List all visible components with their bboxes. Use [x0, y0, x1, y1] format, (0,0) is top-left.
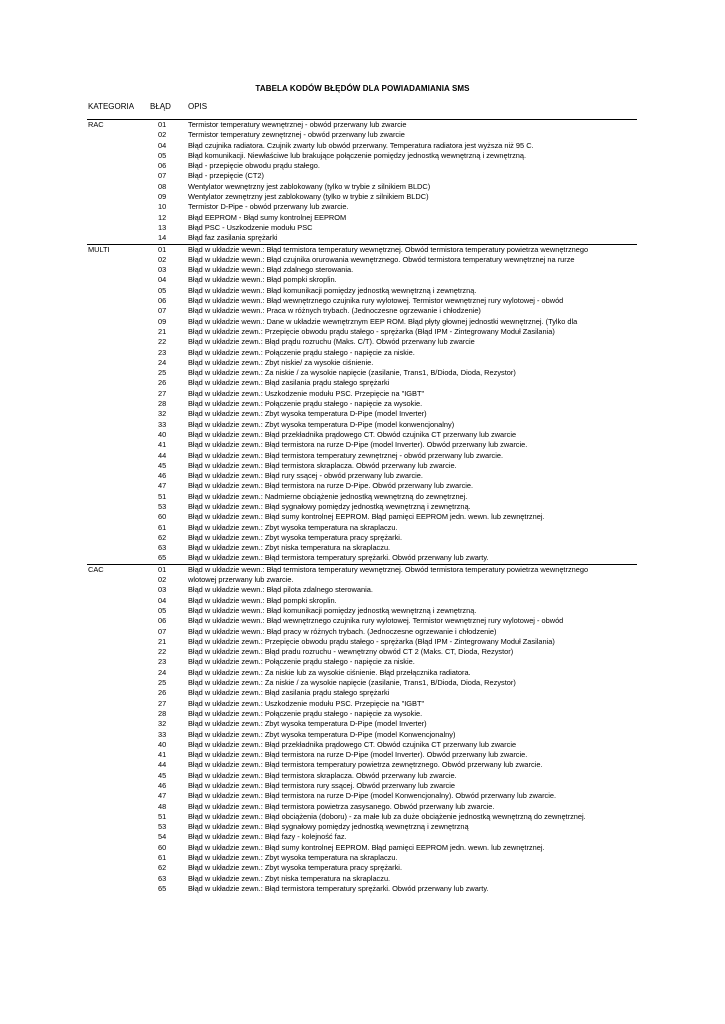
error-code: 46: [158, 471, 167, 481]
column-header-description: OPIS: [188, 102, 208, 111]
error-description: Błąd faz zasilania sprężarki: [188, 233, 278, 243]
error-description: wlotowej przerwany lub zwarcie.: [188, 575, 294, 585]
error-code: 51: [158, 491, 167, 501]
error-code: 33: [158, 419, 167, 429]
error-code: 40: [158, 739, 167, 749]
table-row: [87, 730, 637, 740]
table-row: [87, 213, 637, 223]
error-code: 24: [158, 357, 167, 367]
error-code: 06: [158, 616, 167, 626]
error-code: 28: [158, 399, 167, 409]
table-row: [87, 192, 637, 202]
table-header: [88, 102, 638, 116]
table-row: [87, 255, 637, 265]
table-row: [87, 378, 637, 388]
error-code: 01: [158, 564, 167, 574]
error-code: 12: [158, 212, 167, 222]
error-code: 26: [158, 378, 167, 388]
table-row: [87, 791, 637, 801]
error-description: Błąd w układzie zewn.: Błąd termistora na rurze D-Pipe (model Inverter). Obwód przerwany lub zwarcie.: [188, 750, 528, 760]
error-code: 04: [158, 595, 167, 605]
error-description: Błąd w układzie zewn.: Zbyt niskie/ za wysokie ciśnienie.: [188, 357, 374, 367]
table-row: [87, 265, 637, 275]
error-description: Błąd w układzie zewn.: Błąd obciążenia (doboru) - za małe lub za duże obciążenie jednostką wewnętrzną do zewnętrznej.: [188, 811, 586, 821]
error-description: Błąd w układzie zewn.: Błąd termistora skraplacza. Obwód przerwany lub zwarcie.: [188, 460, 457, 470]
table-row: [87, 606, 637, 616]
table-row: [87, 286, 637, 296]
error-description: Termistor temperatury zewnętrznej - obwód przerwany lub zwarcie: [188, 130, 405, 140]
error-code: 27: [158, 698, 167, 708]
error-description: Błąd w układzie wewn.: Błąd komunikacji pomiędzy jednostką wewnętrzną i zewnętrzną.: [188, 605, 477, 615]
error-description: Błąd w układzie wewn.: Błąd pilota zdalnego sterowania.: [188, 585, 373, 595]
error-description: Błąd w układzie zewn.: Zbyt wysoka temperatura D-Pipe (model Inverter): [188, 719, 427, 729]
table-row: [87, 802, 637, 812]
error-code: 05: [158, 605, 167, 615]
error-description: Błąd w układzie zewn.: Zbyt niska temperatura na skraplaczu.: [188, 543, 391, 553]
error-code: 53: [158, 822, 167, 832]
error-code: 07: [158, 306, 167, 316]
error-code: 44: [158, 450, 167, 460]
error-description: Błąd w układzie wewn.: Błąd czujnika orurowania wewnętrznego. Obwód termistora temperatury wewnętrznej na rurze: [188, 254, 575, 264]
error-code: 63: [158, 543, 167, 553]
error-description: Błąd w układzie zewn.: Błąd termistora rury ssącej. Obwód przerwany lub zwarcie: [188, 781, 455, 790]
table-row: [87, 853, 637, 863]
error-code: 26: [158, 688, 167, 698]
table-row: [87, 141, 637, 151]
table-row: [87, 553, 637, 563]
table-row: [87, 616, 637, 626]
error-code: 41: [158, 440, 167, 450]
error-description: Wentylator zewnętrzny jest zablokowany (tylko w trybie z silnikiem BLDC): [188, 192, 429, 202]
table-row: [87, 585, 637, 595]
error-code: 04: [158, 140, 167, 150]
table-row: [87, 575, 637, 585]
error-description: Błąd w układzie zewn.: Zbyt wysoka temperatura D-Pipe (model konwencjonalny): [188, 419, 455, 429]
error-description: Błąd w układzie zewn.: Przepięcie obwodu prądu stałego - sprężarka (Błąd IPM - Zintegrowany Moduł Zasilania): [188, 326, 555, 336]
table-row: [87, 543, 637, 553]
table-row: [87, 863, 637, 873]
error-code: 60: [158, 842, 167, 852]
error-code: 02: [158, 130, 167, 140]
error-code: 61: [158, 522, 167, 532]
error-description: Błąd w układzie wewn.: Błąd pracy w różnych trybach. (Jednoczesne ogrzewanie i chłodzenie): [188, 626, 497, 636]
table-row: [87, 533, 637, 543]
table-row: [87, 740, 637, 750]
error-description: Błąd w układzie zewn.: Błąd termistora na rurze D-Pipe (model Inverter). Obwód przerwany lub zwarcie.: [188, 440, 528, 450]
error-description: Błąd w układzie zewn.: Zbyt wysoka temperatura na skraplaczu.: [188, 853, 398, 863]
error-description: Błąd komunikacji. Niewłaściwe lub brakujące połączenie pomiędzy jednostką wewnętrzną i zewnętrzną.: [188, 150, 527, 160]
category-group: [87, 244, 637, 564]
table-row: [87, 233, 637, 243]
error-description: Błąd w układzie zewn.: Błąd prądu rozruchu (Maks. C/T). Obwód przerwany lub zwarcie: [188, 337, 475, 347]
table-row: [87, 678, 637, 688]
error-description: Błąd w układzie zewn.: Zbyt niska temperatura na skraplaczu.: [188, 873, 391, 883]
table-row: [87, 647, 637, 657]
error-description: Błąd w układzie zewn.: Błąd rury ssącej - obwód przerwany lub zwarcie.: [188, 471, 423, 481]
error-description: Termistor temperatury wewnętrznej - obwód przerwany lub zwarcie: [188, 120, 407, 129]
error-description: Błąd w układzie zewn.: Uszkodzenie modułu PSC. Przepięcie na "IGBT": [188, 388, 425, 398]
error-description: Błąd w układzie zewn.: Zbyt wysoka temperatura pracy sprężarki.: [188, 863, 403, 873]
table-row: [87, 317, 637, 327]
error-code: 06: [158, 161, 167, 171]
error-description: Termistor D-Pipe - obwód przerwany lub zwarcie.: [188, 202, 349, 212]
table-row: [87, 306, 637, 316]
error-code: 40: [158, 429, 167, 439]
error-code: 54: [158, 832, 167, 842]
error-description: Błąd w układzie zewn.: Błąd zasilania prądu stałego sprężarki: [188, 378, 390, 388]
error-description: Błąd w układzie zewn.: Zbyt wysoka temperatura D-Pipe (model Konwencjonalny): [188, 729, 456, 739]
table-row: [87, 750, 637, 760]
table-row: [87, 565, 637, 575]
error-code: 21: [158, 636, 167, 646]
table-row: [87, 492, 637, 502]
table-row: [87, 699, 637, 709]
error-description: Błąd w układzie zewn.: Błąd zasilania prądu stałego sprężarki: [188, 688, 390, 698]
table-row: [87, 512, 637, 522]
error-description: Błąd w układzie zewn.: Błąd sygnałowy pomiędzy jednostką wewnętrzną i zewnętrzną.: [188, 501, 471, 511]
error-description: Błąd w układzie wewn.: Błąd termistora temperatury wewnętrznej. Obwód termistora temperatury powietrza wewnętrznego: [188, 244, 589, 254]
error-description: Błąd w układzie wewn.: Błąd wewnętrznego czujnika rury wylotowej. Termistor wewnętrznej rury wylotowej - obwód: [188, 296, 564, 306]
error-description: Błąd w układzie zewn.: Błąd przekładnika prądowego CT. Obwód czujnika CT przerwany lub zwarcie: [188, 739, 517, 749]
table-row: [87, 668, 637, 678]
table-row: [87, 296, 637, 306]
error-code: 21: [158, 326, 167, 336]
error-description: Błąd w układzie zewn.: Błąd pradu rozruchu - wewnętrzny obwód CT 2 (Maks. CT, Dioda, Rezystor): [188, 647, 514, 657]
error-description: Błąd w układzie zewn.: Połączenie prądu stałego - napięcie za niskie.: [188, 657, 415, 667]
error-code: 62: [158, 863, 167, 873]
category-label: CAC: [88, 564, 104, 574]
table-row: [87, 709, 637, 719]
error-code: 46: [158, 781, 167, 790]
table-row: [87, 822, 637, 832]
error-description: Błąd w układzie wewn.: Błąd zdalnego sterowania.: [188, 265, 354, 275]
table-row: [87, 771, 637, 781]
error-description: Błąd w układzie zewn.: Błąd termistora na rurze D-Pipe (model Konwencjonalny). Obwód przerwany lub zwarcie.: [188, 791, 557, 801]
error-code: 22: [158, 647, 167, 657]
error-code: 61: [158, 853, 167, 863]
table-row: [87, 399, 637, 409]
error-description: Błąd w układzie zewn.: Błąd termistora na rurze D-Pipe. Obwód przerwany lub zwarcie.: [188, 481, 474, 491]
table-row: [87, 161, 637, 171]
error-code: 48: [158, 801, 167, 811]
error-code: 07: [158, 171, 167, 181]
error-description: Błąd w układzie wewn.: Błąd pompki skroplin.: [188, 595, 337, 605]
table-row: [87, 223, 637, 233]
error-code: 32: [158, 409, 167, 419]
table-row: [87, 874, 637, 884]
error-code: 04: [158, 275, 167, 285]
table-row: [87, 627, 637, 637]
error-description: Błąd w układzie wewn.: Błąd pompki skroplin.: [188, 275, 337, 285]
error-code: 65: [158, 883, 167, 893]
category-label: MULTI: [88, 244, 110, 254]
error-code: 23: [158, 657, 167, 667]
error-description: Błąd EEPROM - Błąd sumy kontrolnej EEPROM: [188, 212, 347, 222]
table-row: [87, 719, 637, 729]
error-code: 41: [158, 750, 167, 760]
error-code: 28: [158, 708, 167, 718]
error-code: 24: [158, 667, 167, 677]
error-code: 02: [158, 254, 167, 264]
table-row: [87, 596, 637, 606]
error-code: 14: [158, 233, 167, 243]
error-description: Błąd - przepięcie (CT2): [188, 171, 264, 181]
table-row: [87, 637, 637, 647]
error-code: 10: [158, 202, 167, 212]
error-code: 53: [158, 501, 167, 511]
table-row: [87, 182, 637, 192]
error-code: 32: [158, 719, 167, 729]
error-code: 27: [158, 388, 167, 398]
error-description: Błąd w układzie zewn.: Błąd termistora skraplacza. Obwód przerwany lub zwarcie.: [188, 770, 457, 780]
error-description: Błąd w układzie zewn.: Uszkodzenie modułu PSC. Przepięcie na "IGBT": [188, 698, 425, 708]
error-code: 51: [158, 811, 167, 821]
error-code: 65: [158, 553, 167, 563]
column-header-code: BŁĄD: [150, 102, 171, 111]
error-description: Błąd w układzie zewn.: Połączenie prądu stałego - napięcie za niskie.: [188, 347, 415, 357]
table-row: [87, 451, 637, 461]
table-row: [87, 502, 637, 512]
error-description: Błąd w układzie zewn.: Zbyt wysoka temperatura pracy sprężarki.: [188, 532, 403, 542]
error-description: Błąd w układzie wewn.: Dane w układzie wewnętrznym EEP ROM. Błąd płyty głownej jednostki wewnętrznej. (Tylko dla: [188, 316, 578, 326]
error-code: 03: [158, 265, 167, 275]
table-row: [87, 120, 637, 130]
table-row: [87, 523, 637, 533]
table-row: [87, 420, 637, 430]
error-description: Wentylator wewnętrzny jest zablokowany (tylko w trybie z silnikiem BLDC): [188, 181, 431, 191]
error-code: 23: [158, 347, 167, 357]
error-description: Błąd w układzie zewn.: Za niskie / za wysokie napięcie (zasilanie, Trans1, B/Dioda, Dioda, Rezystor): [188, 678, 516, 688]
error-description: Błąd w układzie wewn.: Praca w różnych trybach. (Jednoczesne ogrzewanie i chłodzenie): [188, 306, 481, 316]
error-code: 60: [158, 512, 167, 522]
error-code: 09: [158, 192, 167, 202]
error-code: 44: [158, 760, 167, 770]
error-code: 03: [158, 585, 167, 595]
error-code: 62: [158, 532, 167, 542]
table-row: [87, 275, 637, 285]
error-code: 63: [158, 873, 167, 883]
category-group: [87, 120, 637, 244]
error-code: 05: [158, 285, 167, 295]
error-description: Błąd w układzie zewn.: Błąd fazy - kolejność faz.: [188, 832, 347, 842]
table-row: [87, 171, 637, 181]
error-description: Błąd czujnika radiatora. Czujnik zwarty lub obwód przerwany. Temperatura radiatora jest wyższa niż 95 C.: [188, 140, 534, 150]
error-description: Błąd w układzie zewn.: Błąd termistora temperatury sprężarki. Obwód przerwany lub zwarty.: [188, 553, 489, 563]
table-row: [87, 657, 637, 667]
error-description: Błąd w układzie zewn.: Nadmierne obciążenie jednostką wewnętrzną do zewnętrznej.: [188, 491, 468, 501]
table-row: [87, 760, 637, 770]
error-description: Błąd w układzie zewn.: Błąd przekładnika prądowego CT. Obwód czujnika CT przerwany lub zwarcie: [188, 429, 517, 439]
error-code: 07: [158, 626, 167, 636]
table-row: [87, 471, 637, 481]
error-code: 01: [158, 244, 167, 254]
error-description: Błąd w układzie zewn.: Zbyt wysoka temperatura D-Pipe (model Inverter): [188, 409, 427, 419]
error-code: 05: [158, 150, 167, 160]
column-header-category: KATEGORIA: [88, 102, 135, 111]
error-code-table: [87, 120, 647, 894]
table-row: [87, 348, 637, 358]
error-description: Błąd w układzie zewn.: Za niskie / za wysokie napięcie (zasilanie, Trans1, B/Dioda, Dioda, Rezystor): [188, 368, 516, 378]
table-row: [87, 337, 637, 347]
error-description: Błąd w układzie zewn.: Połączenie prądu stałego - napięcie za wysokie.: [188, 399, 423, 409]
error-description: Błąd w układzie zewn.: Błąd termistora powietrza zasysanego. Obwód przerwany lub zwarcie.: [188, 801, 495, 811]
error-code: 22: [158, 337, 167, 347]
category-label: RAC: [88, 120, 104, 129]
table-row: [87, 812, 637, 822]
table-row: [87, 843, 637, 853]
error-code: 47: [158, 791, 167, 801]
error-code: 33: [158, 729, 167, 739]
table-row: [87, 389, 637, 399]
error-description: Błąd w układzie zewn.: Błąd sygnałowy pomiędzy jednostką wewnętrzną i zewnętrzną: [188, 822, 469, 832]
table-row: [87, 481, 637, 491]
error-description: Błąd w układzie wewn.: Błąd komunikacji pomiędzy jednostką wewnętrzną i zewnętrzną.: [188, 285, 477, 295]
table-row: [87, 409, 637, 419]
page-title: TABELA KODÓW BŁĘDÓW DLA POWIADAMIANIA SMS: [255, 84, 470, 93]
table-row: [87, 130, 637, 140]
error-description: Błąd w układzie zewn.: Błąd termistora temperatury powietrza zewnętrznego. Obwód przerwany lub zwarcie.: [188, 760, 543, 770]
table-row: [87, 832, 637, 842]
error-code: 09: [158, 316, 167, 326]
table-row: [87, 151, 637, 161]
error-code: 01: [158, 120, 167, 129]
error-code: 47: [158, 481, 167, 491]
table-row: [87, 781, 637, 791]
error-code: 08: [158, 181, 167, 191]
table-row: [87, 461, 637, 471]
error-description: Błąd w układzie zewn.: Błąd sumy kontrolnej EEPROM. Błąd pamięci EEPROM jedn. wewn. lub zewnętrznej.: [188, 842, 545, 852]
table-row: [87, 440, 637, 450]
error-code: 45: [158, 770, 167, 780]
error-description: Błąd w układzie zewn.: Przepięcie obwodu prądu stałego - sprężarka (Błąd IPM - Zintegrowany Moduł Zasilania): [188, 636, 555, 646]
table-row: [87, 327, 637, 337]
error-description: Błąd w układzie wewn.: Błąd termistora temperatury wewnętrznej. Obwód termistora temperatury powietrza wewnętrznego: [188, 564, 589, 574]
error-description: Błąd w układzie zewn.: Błąd sumy kontrolnej EEPROM. Błąd pamięci EEPROM jedn. wewn. lub zewnętrznej.: [188, 512, 545, 522]
table-row: [87, 245, 637, 255]
error-code: 25: [158, 678, 167, 688]
error-description: Błąd w układzie zewn.: Za niskie lub za wysokie ciśnienie. Błąd przełącznika radiatora.: [188, 667, 471, 677]
error-description: Błąd w układzie zewn.: Błąd termistora temperatury sprężarki. Obwód przerwany lub zwarty.: [188, 883, 489, 893]
error-description: Błąd PSC - Uszkodzenie modułu PSC: [188, 222, 313, 232]
error-description: Błąd - przepięcie obwodu prądu stałego.: [188, 161, 320, 171]
error-description: Błąd w układzie zewn.: Błąd termistora temperatury zewnętrznej - obwód przerwany lub zwarcie.: [188, 450, 504, 460]
table-row: [87, 202, 637, 212]
error-code: 45: [158, 460, 167, 470]
table-row: [87, 430, 637, 440]
error-code: 25: [158, 368, 167, 378]
error-code: 06: [158, 296, 167, 306]
table-row: [87, 688, 637, 698]
error-code: 13: [158, 222, 167, 232]
error-code: 02: [158, 575, 167, 585]
table-row: [87, 368, 637, 378]
table-row: [87, 358, 637, 368]
error-description: Błąd w układzie zewn.: Połączenie prądu stałego - napięcie za wysokie.: [188, 708, 423, 718]
table-row: [87, 884, 637, 894]
category-group: [87, 564, 637, 895]
error-description: Błąd w układzie wewn.: Błąd wewnętrznego czujnika rury wylotowej. Termistor wewnętrznej rury wylotowej - obwód: [188, 616, 564, 626]
error-description: Błąd w układzie zewn.: Zbyt wysoka temperatura na skraplaczu.: [188, 522, 398, 532]
